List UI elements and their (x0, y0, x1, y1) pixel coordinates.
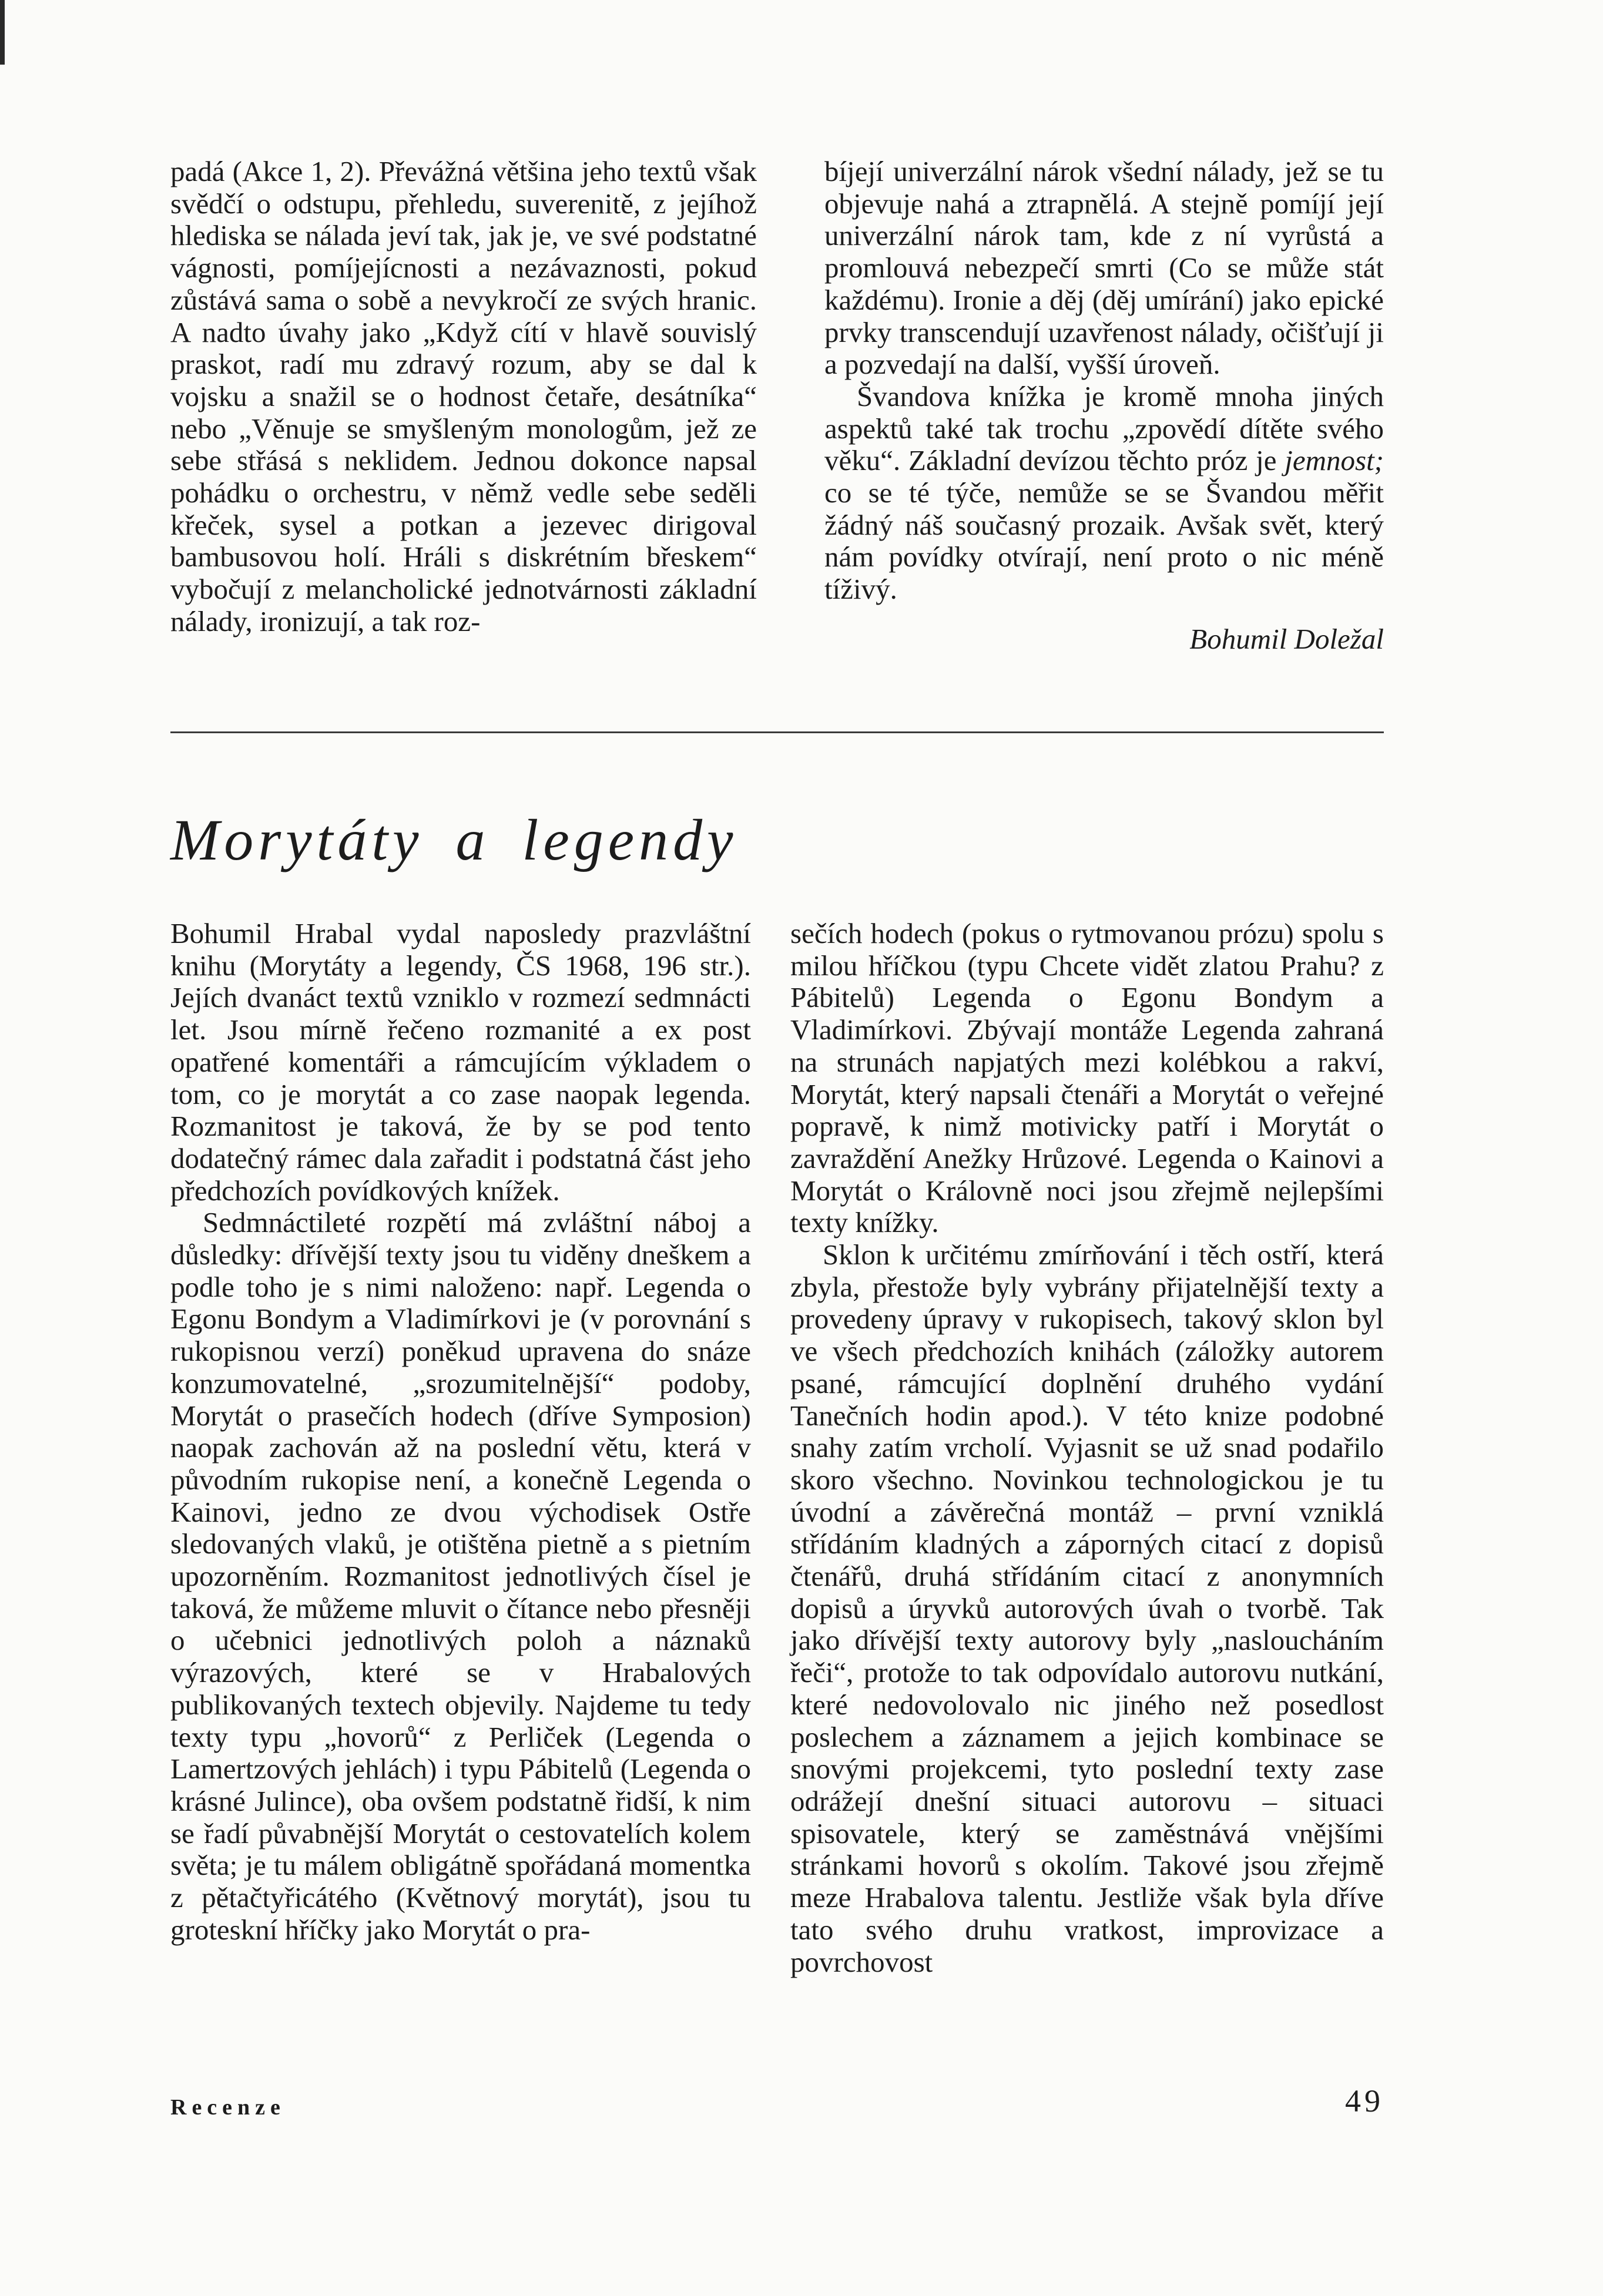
footer-section-label: Recenze (170, 2095, 286, 2120)
text-run: Švandova knížka je kromě mnoha jiných aspektů také tak trochu „zpovědí dítěte svého věku“. Základní devízou těchto próz je (824, 380, 1384, 477)
review-paragraph: Sklon k určitému zmírňování i těch ostří, která zbyla, přestože byly vybrány přijatelnější texty a provedeny úpravy v rukopisech, takový sklon byl ve všech předchozích knihách (záložky autorem psané, rámcující doplnění druhého vydání Tanečních hodin apod.). V této knize podobné snahy zatím vrcholí. Vyjasnit se už snad podařilo skoro všechno. Novinkou technologickou je tu úvodní a závěrečná montáž – první vzniklá střídáním kladných a záporných citací z dopisů čtenářů, druhá střídáním citací z anonymních dopisů a úryvků autorových úvah o tvorbě. Tak jako dřívější texty autorovy byly „nasloucháním řeči“, protože to tak odpovídalo autorovu nutkání, které nedovolovalo nic jiného než posedlost poslechem a záznamem a jejich kombinace se snovými projekcemi, tyto poslední texty zase odrážejí dnešní situaci autorovu – situaci spisovatele, který se zaměstnává vnějšími stránkami hovorů s okolím. Takové jsou zřejmě meze Hrabalova talentu. Jestliže však byla dříve tato svého druhu vratkost, improvizace a povrchovost (790, 1238, 1384, 1978)
section-divider (170, 731, 1384, 733)
page-edge-mark (0, 0, 5, 65)
previous-review-paragraph: padá (Akce 1, 2). Převážná většina jeho textů však svědčí o odstupu, přehledu, suverenitě, z jejíhož hlediska se nálada jeví tak, jak je, ve své podstatné vágnosti, pomíjejícnosti a nezávaznosti, pokud zůstává sama o sobě a nevykročí ze svých hranic. A nadto úvahy jako „Když cítí v hlavě souvislý praskot, radí mu zdravý rozum, aby se dal k vojsku a snažil se o hodnost četaře, desátníka“ nebo „Věnuje se smyšleným monologům, jež ze sebe střásá s neklidem. Jednou dokonce napsal pohádku o orchestru, v němž vedle sebe seděli křeček, sysel a potkan a jezevec dirigoval bambusovou holí. Hráli s diskrétním břeskem“ vybočují z melancholické jednotvárnosti základní nálady, ironizují, a tak roz- (170, 155, 757, 637)
page-number: 49 (1345, 2083, 1384, 2119)
review-signature: Bohumil Doležal (1189, 622, 1384, 655)
review-paragraph: Bohumil Hrabal vydal naposledy prazvláštní knihu (Morytáty a legendy, ČS 1968, 196 str.). Jejích dvanáct textů vzniklo v rozmezí sedmnácti let. Jsou mírně řečeno rozmanité a ex post opatřené komentáři a rámcujícím výkladem o tom, co je morytát a co zase naopak legenda. Rozmanitost je taková, že by se pod tento dodatečný rámec dala zařadit i podstatná část jeho předchozích povídkových knížek. (170, 917, 751, 1207)
review-left-column (170, 918, 751, 1946)
emphasized-word: jemnost; (1285, 444, 1384, 477)
review-paragraph: sečích hodech (pokus o rytmovanou prózu) spolu s milou hříčkou (typu Chcete vidět zlatou Prahu? z Pábitelů) Legenda o Egonu Bondym a Vladimírkovi. Zbývají montáže Legenda zahraná na strunách napjatých mezi kolébkou a rakví, Morytát, který napsali čtenáři a Morytát o veřejné popravě, k nimž motivicky patří i Morytát o zavraždění Anežky Hrůzové. Legenda o Kainovi a Morytát o Královně noci jsou zřejmě nejlepšími texty knížky. (790, 917, 1384, 1239)
review-right-column (790, 918, 1384, 1978)
text-run: co se té týče, nemůže se se Švandou měřit žádný náš současný prozaik. Avšak svět, který nám povídky otvírají, není proto o nic méně tíživý. (824, 476, 1384, 606)
previous-review-left-column (170, 156, 757, 638)
previous-review-paragraph: bíjejí univerzální nárok všední nálady, jež se tu objevuje nahá a ztrapnělá. A stejně pomíjí její univerzální nárok tam, kde z ní vyrůstá a promlouvá nebezpečí smrti (Co se může stát každému). Ironie a děj (děj umírání) jako epické prvky transcendují uzavřenost nálady, očišťují ji a pozvedají na další, vyšší úroveň. (824, 155, 1384, 381)
previous-review-right-column (824, 156, 1384, 656)
section-title: Morytáty a legendy (170, 807, 738, 872)
review-paragraph: Sedmnáctileté rozpětí má zvláštní náboj a důsledky: dřívější texty jsou tu viděny dneškem a podle toho je s nimi naloženo: např. Legenda o Egonu Bondym a Vladimírkovi je (v porovnání s rukopisnou verzí) poněkud upravena do snáze konzumovatelné, „srozumitelnější“ podoby, Morytát o prasečích hodech (dříve Symposion) naopak zachován až na poslední větu, která v původním rukopise není, a konečně Legenda o Kainovi, jedno ze dvou východisek Ostře sledovaných vlaků, je otištěna pietně a s pietním upozorněním. Rozmanitost jednotlivých čísel je taková, že můžeme mluvit o čítance nebo přesněji o učebnici jednotlivých poloh a náznaků výrazových, které se v Hrabalových publikovaných textech objevily. Najdeme tu tedy texty typu „hovorů“ z Perliček (Legenda o Lamertzových jehlách) i typu Pábitelů (Legenda o krásné Julince), oba ovšem podstatně řidší, k nim se řadí půvabnější Morytát o cestovatelích kolem světa; je tu málem obligátně spořádaná momentka z pětačtyřicátého (Květnový morytát), jsou tu groteskní hříčky jako Morytát o pra- (170, 1206, 751, 1946)
previous-review-paragraph (824, 381, 1384, 606)
